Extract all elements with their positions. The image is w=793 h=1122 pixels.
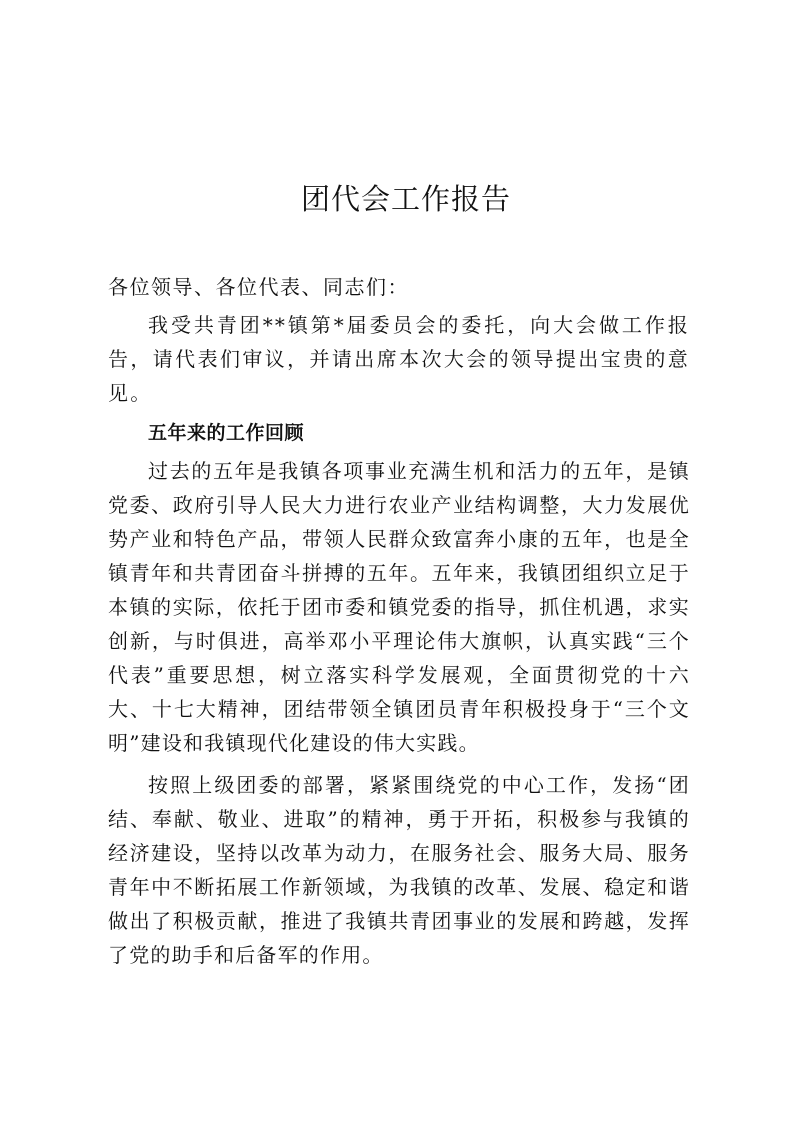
intro-paragraph: 我受共青团**镇第*届委员会的委托，向大会做工作报告，请代表们审议，并请出席本次大会的领导提出宝贵的意见。 bbox=[108, 313, 690, 405]
body-paragraph-2: 按照上级团委的部署，紧紧围绕党的中心工作，发扬“团结、奉献、敬业、进取”的精神，勇于开拓，积极参与我镇的经济建设，坚持以改革为动力，在服务社会、服务大局、服务青年中不断拓展工作新领域，为我镇的改革、发展、稳定和谐做出了积极贡献，推进了我镇共青团事业的发展和跨越，发挥了党的助手和后备军的作用。 bbox=[108, 773, 690, 967]
salutation: 各位领导、各位代表、同志们： bbox=[108, 275, 409, 299]
document-title: 团代会工作报告 bbox=[300, 182, 511, 216]
document-body bbox=[108, 178, 690, 972]
body-paragraph-1: 过去的五年是我镇各项事业充满生机和活力的五年，是镇党委、政府引导人民大力进行农业产业结构调整，大力发展优势产业和特色产品，带领人民群众致富奔小康的五年，也是全镇青年和共青团奋斗拼搏的五年。五年来，我镇团组织立足于本镇的实际，依托于团市委和镇党委的指导，抓住机遇，求实创新，与时俱进，高举邓小平理论伟大旗帜，认真实践“三个代表”重要思想，树立落实科学发展观，全面贯彻党的十六大、十七大精神，团结带领全镇团员青年积极投身于“三个文明”建设和我镇现代化建设的伟大实践。 bbox=[108, 459, 690, 755]
section-heading: 五年来的工作回顾 bbox=[148, 422, 305, 444]
